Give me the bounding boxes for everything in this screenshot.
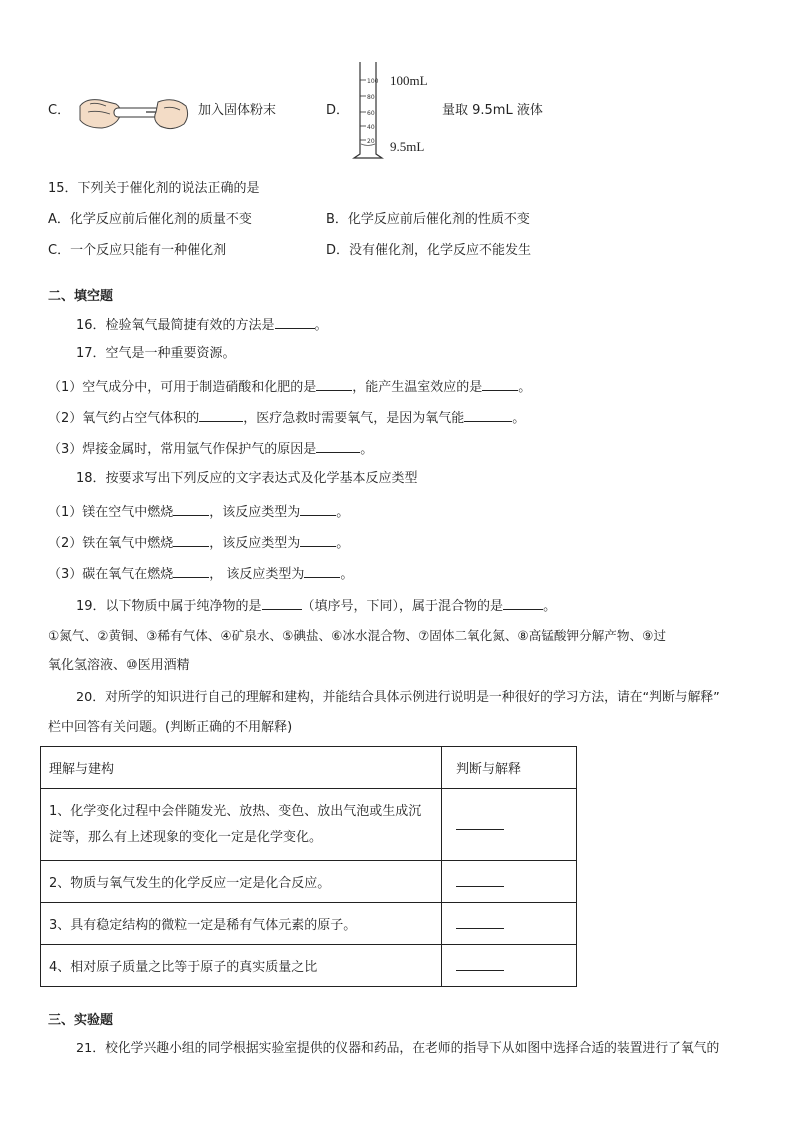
table-row: [41, 789, 577, 861]
table-row-answer[interactable]: [442, 903, 577, 945]
q17-part3: （3）焊接金属时，常用氩气作保护气的原因是 。: [48, 439, 373, 459]
answer-blank[interactable]: [173, 502, 209, 516]
section-heading-experiment: 三、实验题: [48, 1013, 114, 1028]
q19-items-line2: 氧化氢溶液、⑩医用酒精: [48, 658, 190, 673]
table-row-statement: 3、具有稳定结构的微粒一定是稀有气体元素的原子。: [41, 903, 442, 945]
table-row-answer[interactable]: [442, 789, 577, 861]
option-d-text: 量取 9.5mL 液体: [442, 103, 543, 118]
answer-blank[interactable]: [173, 533, 209, 547]
answer-blank[interactable]: [456, 914, 504, 929]
table-row-statement: 2、物质与氧气发生的化学反应一定是化合反应。: [41, 861, 442, 903]
table-row-statement: 4、相对原子质量之比等于原子的真实质量之比: [41, 945, 442, 987]
option-c-letter: C．: [48, 103, 71, 118]
cylinder-bottom-label: 9.5mL: [390, 139, 425, 154]
option-c-text: 加入固体粉末: [198, 103, 277, 118]
q18-stem: 18．按要求写出下列反应的文字表达式及化学基本反应类型: [76, 471, 418, 486]
q18-part2: （2）铁在氧气中燃烧 ，该反应类型为 。: [48, 533, 349, 553]
q20-line2: 栏中回答有关问题。(判断正确的不用解释): [48, 720, 293, 735]
q20-line1: 20．对所学的知识进行自己的理解和建构，并能结合具体示例进行说明是一种很好的学习方法，请在“判断与解释”: [76, 690, 720, 705]
q15-option-d: D．没有催化剂，化学反应不能发生: [326, 243, 532, 258]
answer-blank[interactable]: [456, 956, 504, 971]
q19-stem: 19．以下物质中属于纯净物的是 （填序号，下同），属于混合物的是 。: [76, 596, 556, 616]
q18-part3: （3）碳在氧气在燃烧 ， 该反应类型为 。: [48, 564, 353, 584]
table-row-answer[interactable]: [442, 945, 577, 987]
table-header-right: 判断与解释: [442, 747, 577, 789]
answer-blank[interactable]: [300, 533, 336, 547]
table-row: [41, 861, 577, 903]
answer-blank[interactable]: [464, 408, 512, 422]
q21-text: 21．校化学兴趣小组的同学根据实验室提供的仪器和药品，在老师的指导下从如图中选择合适的装置进行了氧气的: [76, 1041, 720, 1056]
cylinder-tick-label: 80: [367, 94, 375, 101]
table-header-row: [41, 747, 577, 789]
q16: 16．检验氧气最简捷有效的方法是 。: [76, 315, 328, 335]
cylinder-tick-label: 20: [367, 138, 375, 145]
q17-part2: （2）氧气约占空气体积的 ，医疗急救时需要氧气，是因为氧气能 。: [48, 408, 525, 428]
q20-table: [40, 746, 577, 987]
cylinder-tick-label: 100: [367, 78, 379, 85]
answer-blank[interactable]: [456, 872, 504, 887]
q15-stem: 15．下列关于催化剂的说法正确的是: [48, 181, 260, 196]
q18-part1: （1）镁在空气中燃烧 ，该反应类型为 。: [48, 502, 349, 522]
answer-blank[interactable]: [173, 564, 209, 578]
q19-items-line1: ①氮气、②黄铜、③稀有气体、④矿泉水、⑤碘盐、⑥冰水混合物、⑦固体二氧化氮、⑧高锰酸钾分解产物、⑨过: [48, 628, 666, 643]
answer-blank[interactable]: [503, 596, 543, 610]
cylinder-tick-label: 60: [367, 110, 375, 117]
answer-blank[interactable]: [316, 439, 360, 453]
answer-blank[interactable]: [456, 815, 504, 830]
answer-blank[interactable]: [199, 408, 243, 422]
cylinder-top-label: 100mL: [390, 73, 428, 88]
table-row-statement: 1、化学变化过程中会伴随发光、放热、变色、放出气泡或生成沉淀等，那么有上述现象的变化一定是化学变化。: [41, 789, 442, 861]
q15-option-c: C．一个反应只能有一种催化剂: [48, 243, 227, 258]
answer-blank[interactable]: [262, 596, 302, 610]
hands-test-tube-icon: [76, 92, 192, 134]
graduated-cylinder-icon: [350, 60, 386, 164]
q17-stem: 17．空气是一种重要资源。: [76, 346, 236, 361]
answer-blank[interactable]: [316, 377, 352, 391]
q15-option-b: B．化学反应前后催化剂的性质不变: [326, 212, 530, 227]
table-header-left: 理解与建构: [41, 747, 442, 789]
table-row-answer[interactable]: [442, 861, 577, 903]
answer-blank[interactable]: [300, 502, 336, 516]
answer-blank[interactable]: [304, 564, 340, 578]
section-heading-fill-in: 二、填空题: [48, 289, 114, 304]
answer-blank[interactable]: [275, 315, 315, 329]
cylinder-tick-label: 40: [367, 124, 375, 131]
table-row: [41, 903, 577, 945]
option-d-letter: D．: [326, 103, 350, 118]
answer-blank[interactable]: [482, 377, 518, 391]
q15-option-a: A．化学反应前后催化剂的质量不变: [48, 212, 252, 227]
table-row: [41, 945, 577, 987]
q17-part1: （1）空气成分中，可用于制造硝酸和化肥的是 ，能产生温室效应的是 。: [48, 377, 531, 397]
